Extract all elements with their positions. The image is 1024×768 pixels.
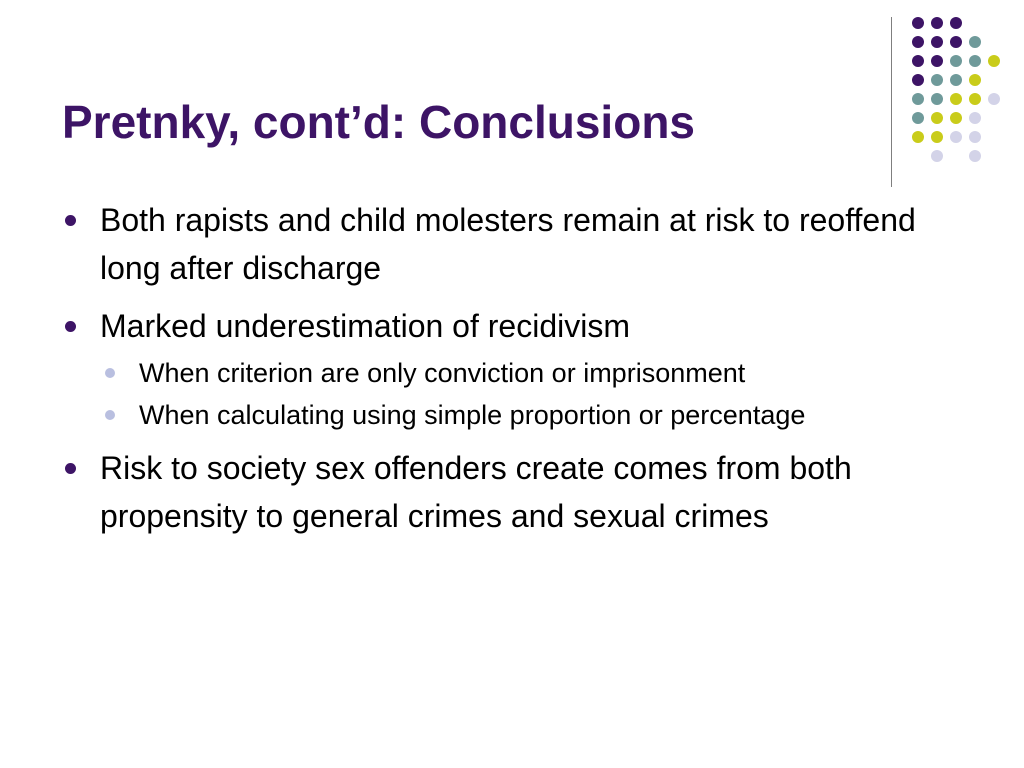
bullet-item — [62, 444, 962, 540]
sub-bullet-item — [62, 354, 962, 392]
decorative-dot — [988, 93, 1000, 105]
decorative-dot — [950, 74, 962, 86]
bullet-text: Risk to society sex offenders create comes from both propensity to general crimes and sexual crimes — [100, 450, 852, 534]
sub-bullet-dot-icon — [105, 368, 115, 378]
decorative-dot — [931, 74, 943, 86]
decorative-dot — [912, 131, 924, 143]
decorative-dot — [931, 112, 943, 124]
decorative-dot — [969, 131, 981, 143]
slide-title: Pretnky, cont’d: Conclusions — [62, 96, 695, 148]
sub-bullet-dot-icon — [105, 410, 115, 420]
decorative-dot — [931, 131, 943, 143]
decorative-dot — [931, 17, 943, 29]
slide-body — [62, 196, 962, 550]
bullet-dot-icon — [65, 463, 76, 474]
decorative-dot — [969, 74, 981, 86]
decorative-dot — [912, 36, 924, 48]
decorative-dot — [969, 150, 981, 162]
bullet-text: Both rapists and child molesters remain at risk to reoffend long after discharge — [100, 202, 916, 286]
bullet-item — [62, 302, 962, 350]
sub-bullet-text: When criterion are only conviction or imprisonment — [139, 358, 746, 388]
decorative-dot — [950, 55, 962, 67]
decorative-dot — [969, 36, 981, 48]
sub-bullet-item — [62, 396, 962, 434]
decorative-dot — [988, 55, 1000, 67]
decorative-dot — [950, 131, 962, 143]
decorative-dot — [912, 74, 924, 86]
decorative-dot — [950, 17, 962, 29]
decorative-dot — [931, 93, 943, 105]
decorative-dot — [912, 55, 924, 67]
decorative-dot — [931, 36, 943, 48]
decorative-dot — [931, 55, 943, 67]
bullet-dot-icon — [65, 321, 76, 332]
decorative-dot — [969, 55, 981, 67]
decorative-dot — [912, 112, 924, 124]
bullet-text: Marked underestimation of recidivism — [100, 308, 630, 344]
decorative-dot — [950, 112, 962, 124]
sub-bullet-text: When calculating using simple proportion or percentage — [139, 400, 806, 430]
bullet-dot-icon — [65, 215, 76, 226]
decorative-divider-line — [891, 17, 892, 187]
bullet-item — [62, 196, 962, 292]
decorative-dot — [950, 36, 962, 48]
decorative-dot — [912, 17, 924, 29]
decorative-dot — [912, 93, 924, 105]
decorative-dot — [969, 112, 981, 124]
decorative-dot — [969, 93, 981, 105]
decorative-dot — [950, 93, 962, 105]
decorative-dot — [931, 150, 943, 162]
